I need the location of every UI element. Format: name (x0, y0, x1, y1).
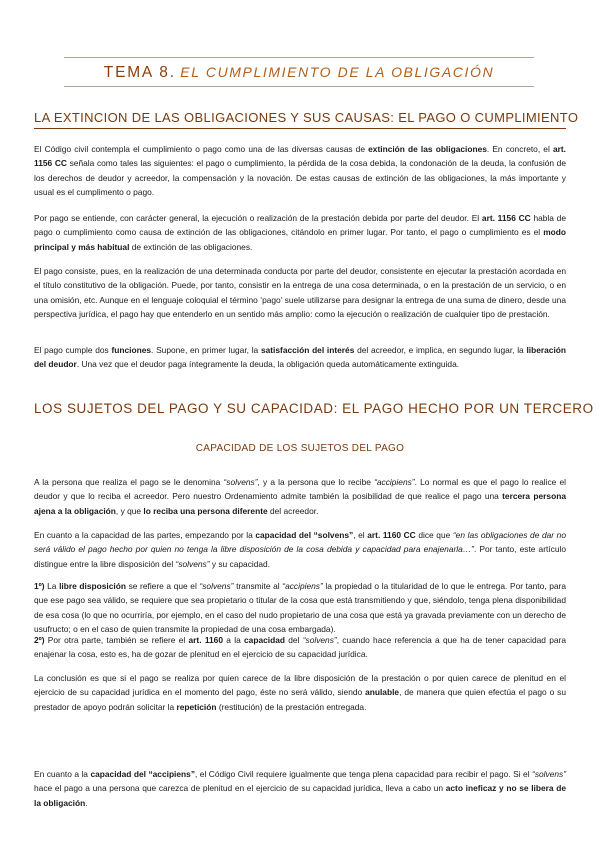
paragraph-5: A la persona que realiza el pago se le denomina “solvens”, y a la persona que lo recibe “accipiens”. Lo normal es que el pago lo realice el deudor y que lo reciba el acreedor. Pero nuestro Ordenamiento admite también la posibilidad de que realice el pago una tercera persona ajena a la obligación, y que lo reciba una persona diferente del acreedor. (34, 477, 567, 516)
paragraph-3: El pago consiste, pues, en la realización de una determinada conducta por parte del deudor, consistente en ejecutar la prestación acordada en el título constitutivo de la obligación. Puede, por tanto, consistir en la entrega de una cosa determinada, o en la prestación de un servicio, o en una omisión, etc. Aunque en el lenguaje coloquial el término ‘pago’ suele utilizarse para designar la entrega de una suma de dinero, desde una perspectiva jurídica, el pago hay que entenderlo en un sentido más amplio: como la ejecución o realización de cualquier tipo de prestación. (34, 266, 566, 319)
heading-sujetos: LOS SUJETOS DEL PAGO Y SU CAPACIDAD: EL PAGO HECHO POR UN TERCERO (34, 401, 594, 416)
paragraph-6: En cuanto a la capacidad de las partes, empezando por la capacidad del “solvens”, el art. 1160 CC dice que “en las obligaciones de dar no será válido el pago hecho por quien no tenga la libre disposición de la cosa debida y capacidad para enajenarla…”. Por tanto, este artículo distingue entre la libre disposición del “solvens” y su capacidad. (34, 530, 566, 569)
heading-extincion: LA EXTINCION DE LAS OBLIGACIONES Y SUS CAUSAS: EL PAGO O CUMPLIMIENTO (34, 110, 566, 129)
paragraph-8: 2º) Por otra parte, también se refiere el art. 1160 a la capacidad del “solvens”, cuando hace referencia a que ha de tener capacidad para enajenar la cosa, esto es, ha de gozar de plenitud en el ejercicio de su capacidad jurídica. (34, 635, 566, 660)
heading-capacidad: CAPACIDAD DE LOS SUJETOS DEL PAGO (195, 443, 405, 454)
document-title (64, 57, 534, 87)
paragraph-10: En cuanto a la capacidad del “accipiens”, el Código Civil requiere igualmente que tenga plena capacidad para recibir el pago. Si el “solvens” hace el pago a una persona que carezca de plenitud en el ejercicio de su capacidad jurídica, lleva a cabo un acto ineficaz y no se libera de la obligación. (34, 769, 567, 808)
tema-subtitle: EL CUMPLIMIENTO DE LA OBLIGACIÓN (180, 64, 495, 80)
paragraph-1: El Código civil contempla el cumplimiento o pago como una de las diversas causas de extinción de las obligaciones. En concreto, el art. 1156 CC señala como tales las siguientes: el pago o cumplimiento, la pérdida de la cosa debida, la condonación de la deuda, la confusión de los derechos de deudor y acreedor, la compensación y la novación. De estas causas de extinción de las obligaciones, la más importante y usual es el cumplimento o pago. (34, 144, 566, 197)
paragraph-2: Por pago se entiende, con carácter general, la ejecución o realización de la prestación debida por parte del deudor. El art. 1156 CC habla de pago o cumplimiento como causa de extinción de las obligaciones, citándolo en primer lugar. Por tanto, el pago o cumplimiento es el modo principal y más habitual de extinción de las obligaciones. (34, 213, 567, 252)
paragraph-9: La conclusión es que si el pago se realiza por quien carece de la libre disposición de la prestación o por quien carece de plenitud en el ejercicio de su capacidad jurídica en el momento del pago, éste no será válido, siendo anulable, de manera que quien efectúa el pago o su prestador de apoyo podrán solicitar la repetición (restitución) de la prestación entregada. (34, 673, 566, 712)
tema-number: TEMA 8. (103, 64, 176, 81)
paragraph-4: El pago cumple dos funciones. Supone, en primer lugar, la satisfacción del interés del acreedor, e implica, en segundo lugar, la liberación del deudor. Una vez que el deudor paga íntegramente la deuda, la obligación queda automáticamente extinguida. (34, 345, 566, 370)
paragraph-7: 1º) La libre disposición se refiere a que el “solvens” transmite al “accipiens” la propiedad o la titularidad de lo que le entrega. Por tanto, para que ese pago sea válido, se requiere que sea propietario o titular de la cosa que está transmitiendo y que, siéndolo, tenga plena disponibilidad de esa cosa (lo que no ocurriría, por ejemplo, en el caso del nudo propietario de una cosa que está ya gravada previamente con un derecho de usufructo; o en el caso de quien transmite la propiedad de una cosa embargada). (34, 581, 566, 634)
